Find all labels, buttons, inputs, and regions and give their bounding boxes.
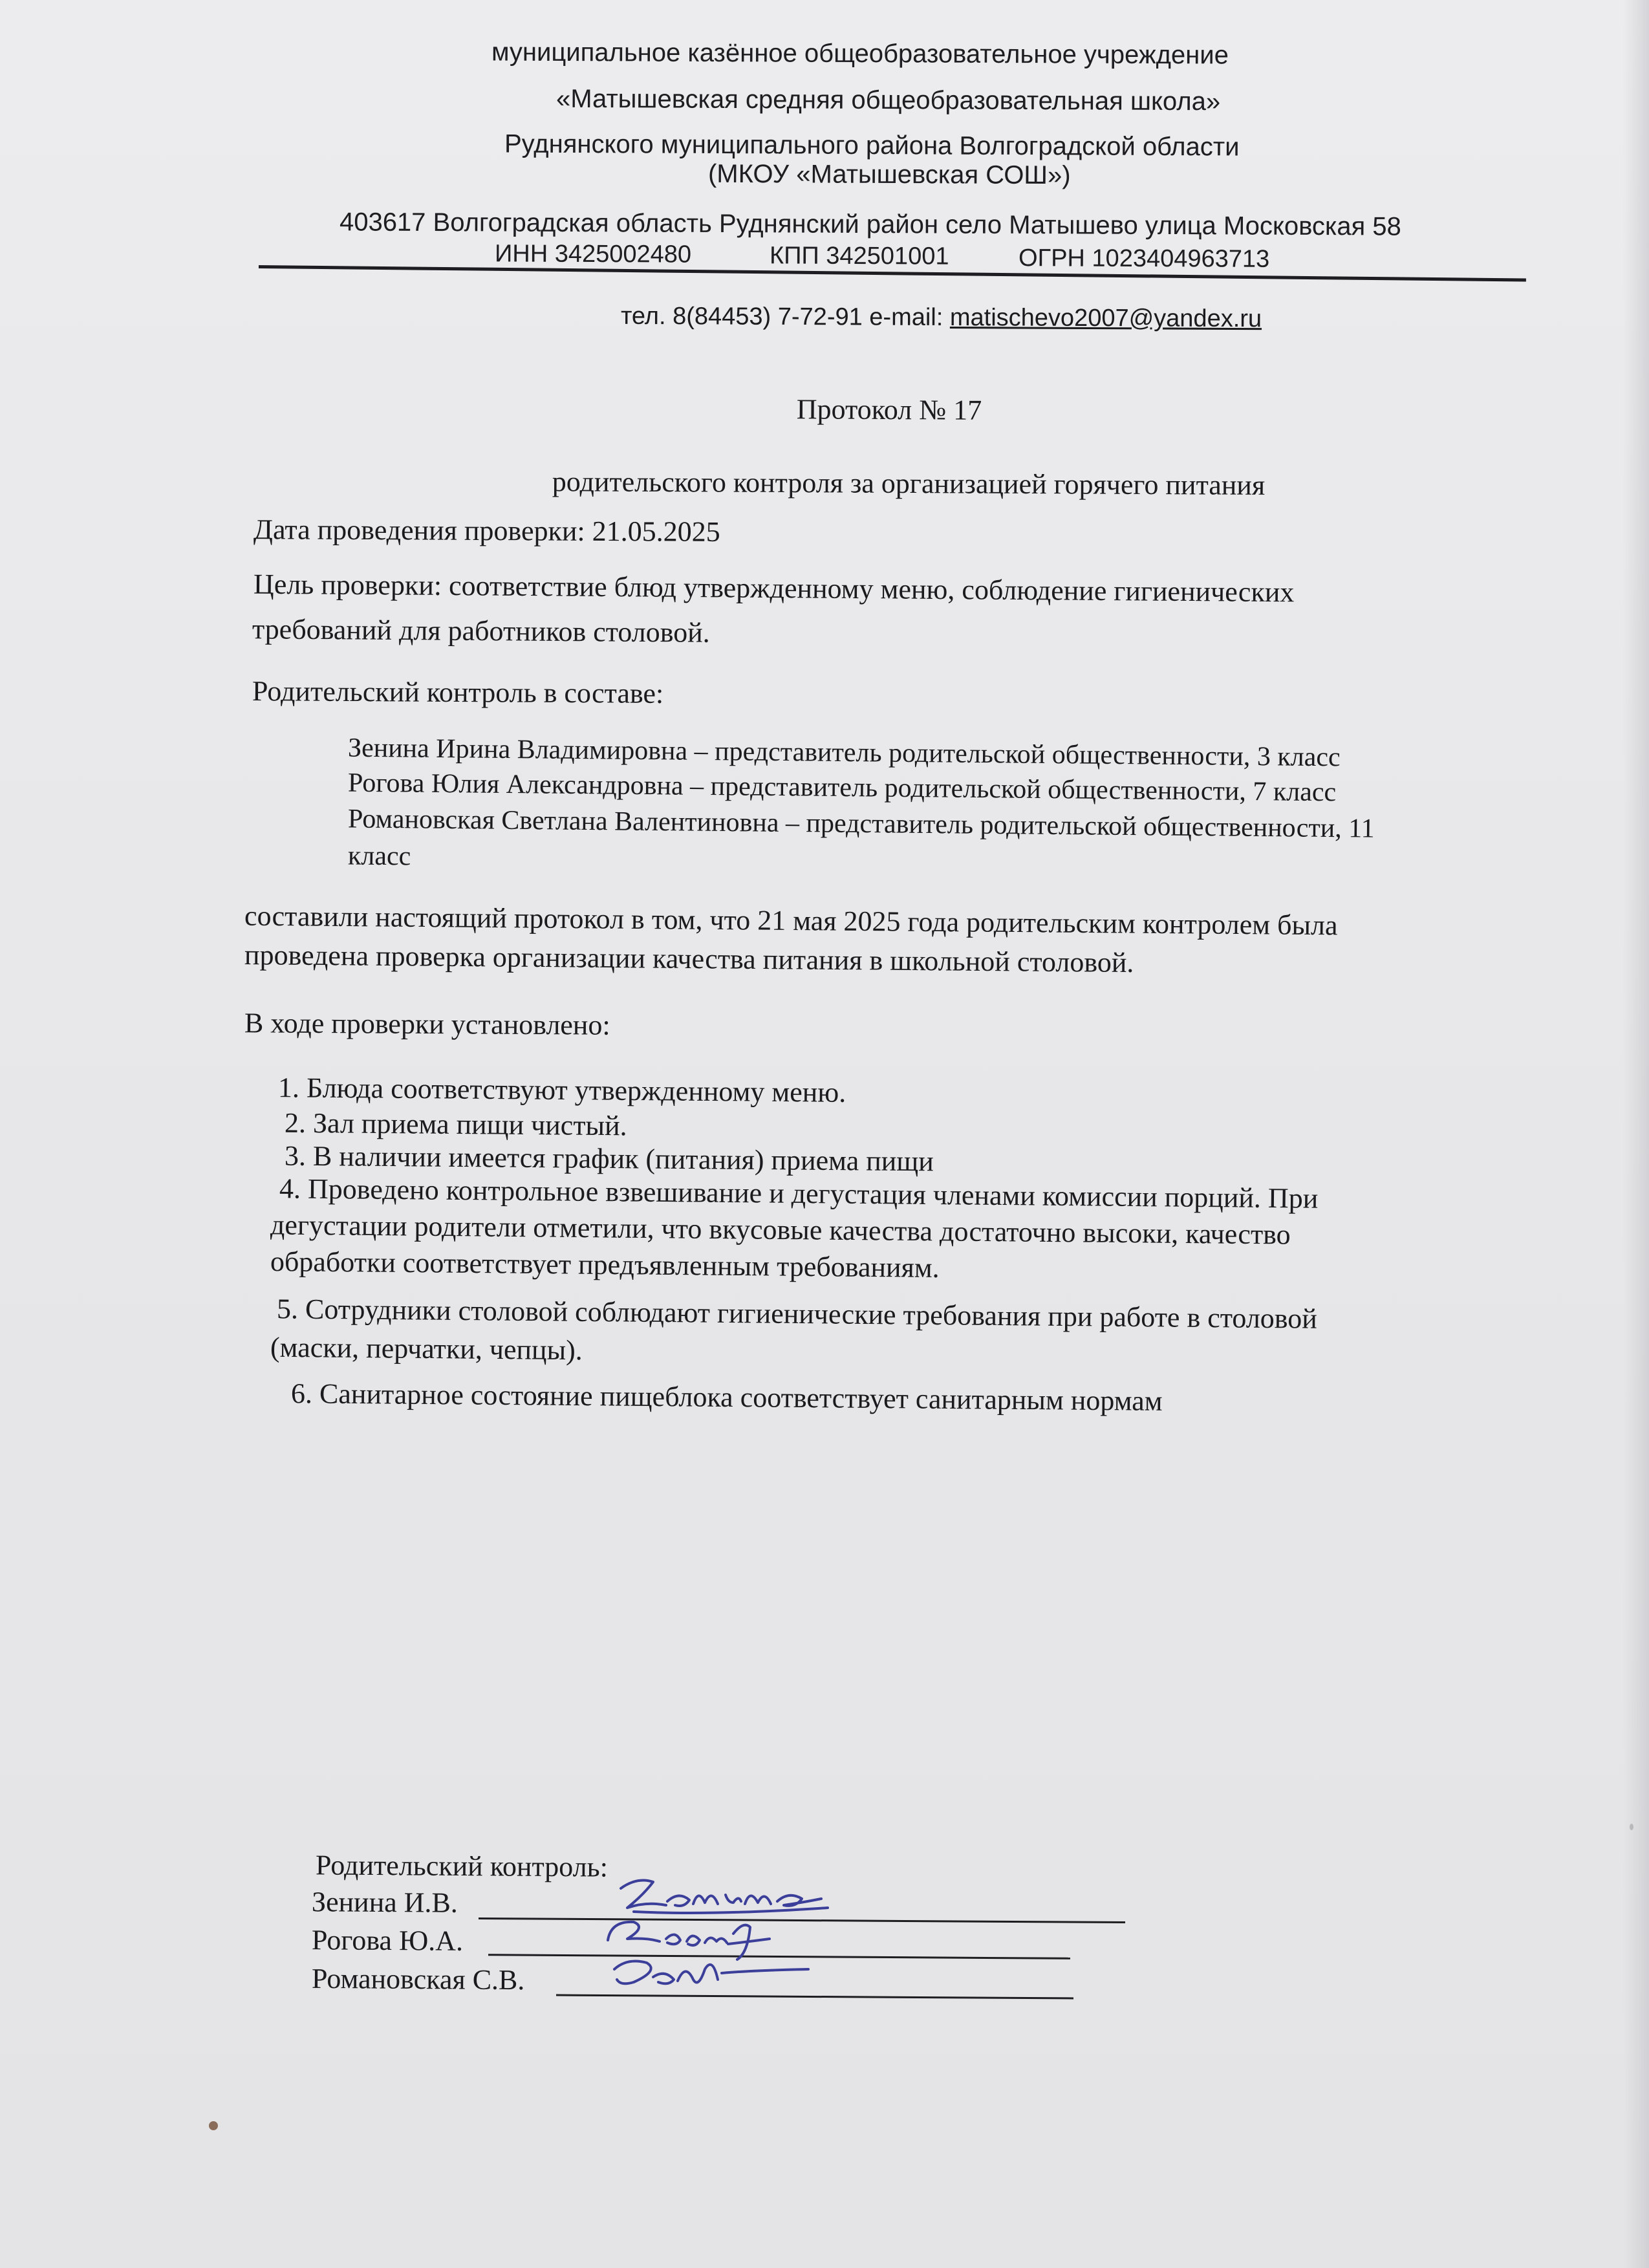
paper-speck (209, 2121, 218, 2130)
letterhead-inn: ИНН 3425002480 (494, 240, 692, 268)
findings-label: В ходе проверки установлено: (244, 1007, 610, 1041)
member-romanovskaya: Романовская Светлана Валентиновна – представитель родительской общественности, 11 (347, 804, 1375, 844)
finding-5-line-2: (маски, перчатки, чепцы). (270, 1331, 583, 1366)
finding-3: 3. В наличии имеется график (питания) приема пищи (284, 1139, 934, 1178)
finding-6: 6. Санитарное состояние пищеблока соответствует санитарным нормам (290, 1377, 1163, 1417)
document-title: Протокол № 17 (796, 393, 982, 426)
statement-line-2: проведена проверка организации качества питания в школьной столовой. (244, 938, 1134, 979)
letterhead-ogrn: ОГРН 1023404963713 (1018, 244, 1270, 273)
finding-4-line-2: дегустации родители отметили, что вкусовые качества достаточно высоки, качество (270, 1209, 1291, 1251)
signatures-label: Родительский контроль: (315, 1849, 609, 1883)
signature-romanovskaya-drawing (601, 1943, 821, 2002)
inspection-goal-line-2: требований для работников столовой. (252, 613, 710, 649)
inspection-date: Дата проведения проверки: 21.05.2025 (253, 513, 720, 548)
signature-name-zenina: Зенина И.В. (311, 1886, 458, 1919)
member-rogova: Рогова Юлия Александровна – представитель родительской общественности, 7 класс (347, 768, 1337, 808)
member-zenina: Зенина Ирина Владимировна – представитель родительской общественности, 3 класс (347, 733, 1341, 773)
letterhead-contacts (621, 303, 1262, 333)
page-edge-shadow (1623, 0, 1649, 2268)
finding-4-line-1: 4. Проведено контрольное взвешивание и дегустация членами комиссии порций. При (279, 1172, 1319, 1215)
letterhead-line-school-name: «Матышевская средняя общеобразовательная школа» (555, 84, 1221, 116)
finding-5-line-1: 5. Сотрудники столовой соблюдают гигиенические требования при работе в столовой (276, 1293, 1318, 1335)
composition-label: Родительский контроль в составе: (252, 675, 664, 709)
paper-speck (1630, 1824, 1633, 1830)
letterhead-email[interactable]: matischevo2007@yandex.ru (949, 304, 1262, 333)
letterhead-kpp: КПП 342501001 (769, 242, 949, 270)
statement-line-1: составили настоящий протокол в том, что 21 мая 2025 года родительским контролем была (244, 900, 1338, 942)
letterhead-line-short-name: (МКОУ «Матышевская СОШ») (707, 159, 1071, 190)
letterhead-line-district: Руднянского муниципального района Волгоградской области (504, 129, 1240, 162)
letterhead-phone: тел. 8(84453) 7-72-91 e-mail: (620, 302, 951, 332)
finding-4-line-3: обработки соответствует предъявленным требованиям. (270, 1246, 940, 1284)
letterhead-line-institution-type: муниципальное казённое общеобразовательное учреждение (491, 38, 1229, 70)
finding-1: 1. Блюда соответствуют утвержденному меню. (277, 1072, 846, 1108)
document-subtitle: родительского контроля за организацией горячего питания (552, 466, 1266, 501)
letterhead-line-address: 403617 Волгоградская область Руднянский район село Матышево улица Московская 58 (339, 208, 1401, 241)
finding-2: 2. Зал приема пищи чистый. (284, 1107, 627, 1142)
signature-name-romanovskaya: Романовская С.В. (311, 1962, 525, 1996)
inspection-goal-line-1: Цель проверки: соответствие блюд утвержденному меню, соблюдение гигиенических (253, 568, 1295, 609)
signature-name-rogova: Рогова Ю.А. (311, 1924, 464, 1957)
member-romanovskaya-continued: класс (347, 841, 411, 872)
